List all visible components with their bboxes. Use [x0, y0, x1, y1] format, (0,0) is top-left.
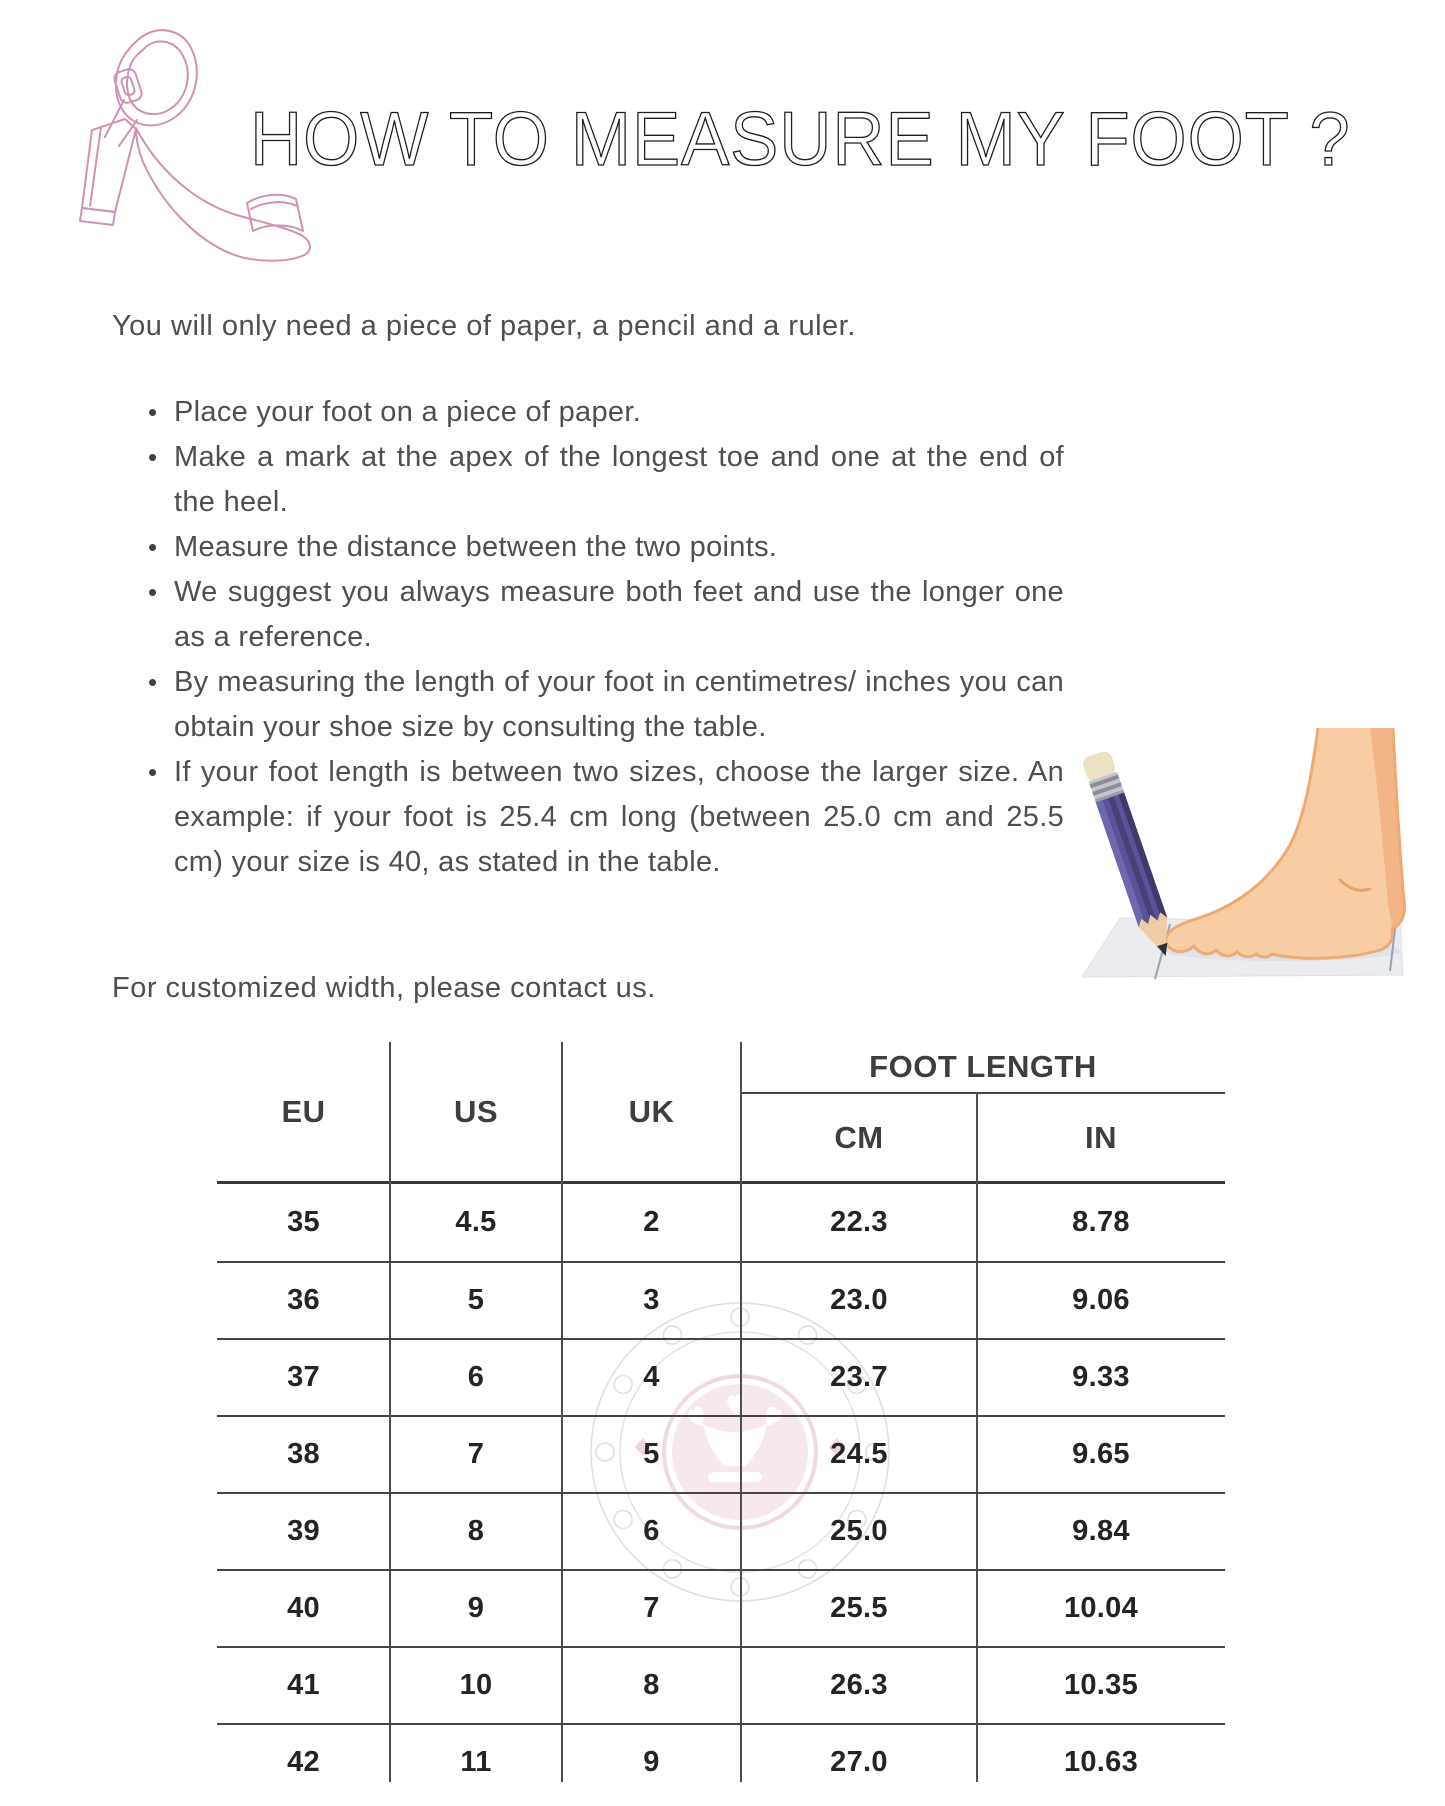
- instruction-item: • If your foot length is between two sizes, choose the larger size. An example: if your foot is 25.4 cm long (between 25.0 cm and 25.5 cm) your size is 40, as stated in the table.: [148, 750, 1064, 885]
- column-header-uk: UK: [628, 1093, 675, 1129]
- table-cell: 25.0: [830, 1515, 888, 1547]
- instruction-item: • We suggest you always measure both feet and use the longer one as a reference.: [148, 570, 1064, 660]
- table-cell: 9.84: [1072, 1515, 1130, 1547]
- table-row: [217, 1492, 1225, 1569]
- table-cell: 38: [287, 1438, 320, 1470]
- table-cell: 10.63: [1063, 1746, 1139, 1778]
- size-conversion-table: [217, 1042, 1225, 1802]
- table-cell: 11: [460, 1746, 492, 1778]
- table-cell: 42: [287, 1746, 320, 1778]
- table-cell: 36: [287, 1284, 320, 1316]
- table-row: [217, 1569, 1225, 1646]
- foot-length-underline: [741, 1092, 1225, 1094]
- page-title: HOW TO MEASURE MY FOOT ?: [250, 97, 1351, 182]
- table-body: [217, 1184, 1225, 1800]
- table-cell: 3: [643, 1284, 660, 1316]
- table-cell: 9.33: [1072, 1361, 1130, 1393]
- table-cell: 7: [643, 1592, 660, 1624]
- column-header-eu: EU: [281, 1093, 326, 1129]
- column-header-cm: CM: [834, 1119, 884, 1155]
- table-cell: 23.7: [830, 1361, 888, 1393]
- column-header-us: US: [453, 1093, 499, 1129]
- table-cell: 4: [643, 1361, 660, 1393]
- column-group-foot-length: FOOT LENGTH: [869, 1049, 1097, 1084]
- table-cell: 9.65: [1072, 1438, 1130, 1470]
- table-cell: 41: [287, 1669, 320, 1701]
- table-row: [217, 1184, 1225, 1261]
- table-cell: 10: [459, 1669, 493, 1701]
- table-row: [217, 1338, 1225, 1415]
- table-row: [217, 1261, 1225, 1338]
- table-cell: 27.0: [830, 1746, 888, 1778]
- table-cell: 39: [287, 1515, 320, 1547]
- instruction-list: [148, 390, 1064, 885]
- instruction-item: • Place your foot on a piece of paper.: [148, 390, 1064, 435]
- table-cell: 5: [467, 1284, 485, 1316]
- table-cell: 8: [643, 1669, 660, 1701]
- table-cell: 9: [467, 1592, 485, 1624]
- instruction-item: • Make a mark at the apex of the longest toe and one at the end of the heel.: [148, 435, 1064, 525]
- table-cell: 40: [287, 1592, 320, 1624]
- table-row: [217, 1415, 1225, 1492]
- table-cell: 7: [467, 1438, 485, 1470]
- table-cell: 37: [287, 1361, 320, 1393]
- table-cell: 23.0: [830, 1284, 888, 1316]
- foot-pencil-illustration: [1048, 728, 1445, 1018]
- table-cell: 35: [287, 1206, 320, 1238]
- table-cell: 24.5: [830, 1438, 888, 1470]
- table-cell: 10.35: [1063, 1669, 1139, 1701]
- foot-shape: [1166, 728, 1405, 958]
- instruction-item: • Measure the distance between the two points.: [148, 525, 1064, 570]
- column-header-in: IN: [1085, 1119, 1117, 1155]
- table-row: [217, 1646, 1225, 1723]
- intro-text: You will only need a piece of paper, a pencil and a ruler.: [112, 310, 856, 342]
- table-cell: 26.3: [830, 1669, 888, 1701]
- table-row: [217, 1723, 1225, 1800]
- instruction-item: • By measuring the length of your foot in centimetres/ inches you can obtain your shoe size by consulting the table.: [148, 660, 1064, 750]
- table-cell: 5: [643, 1438, 660, 1470]
- table-cell: 25.5: [830, 1592, 888, 1624]
- table-cell: 6: [467, 1361, 485, 1393]
- custom-width-note: For customized width, please contact us.: [112, 972, 656, 1004]
- table-cell: 22.3: [830, 1206, 888, 1238]
- table-cell: 6: [643, 1515, 660, 1547]
- table-cell: 4.5: [455, 1206, 497, 1238]
- table-cell: 9: [643, 1746, 660, 1778]
- table-cell: 9.06: [1072, 1284, 1130, 1316]
- table-cell: 10.04: [1063, 1592, 1139, 1624]
- table-cell: 8.78: [1072, 1206, 1130, 1238]
- table-cell: 8: [467, 1515, 485, 1547]
- table-cell: 2: [643, 1206, 660, 1238]
